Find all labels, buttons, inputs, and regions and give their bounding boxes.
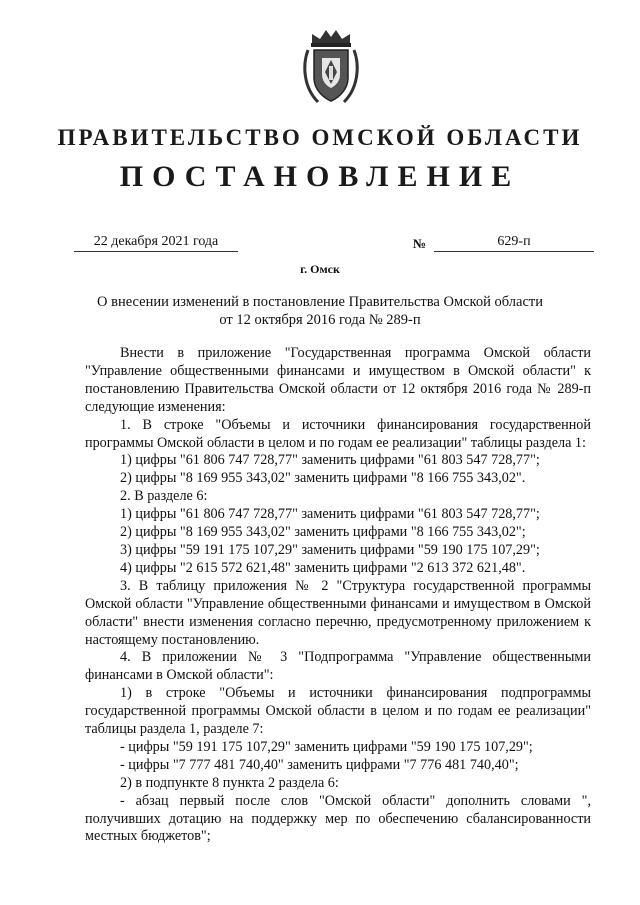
paragraph: 1) цифры "61 806 747 728,77" заменить цифрами "61 803 547 728,77"; <box>120 452 540 469</box>
omsk-coat-of-arms-icon <box>300 26 362 106</box>
paragraph: - цифры "7 777 481 740,40" заменить цифрами "7 776 481 740,40"; <box>120 756 519 773</box>
paragraph: Внести в приложение "Государственная программа Омской области "Управление общественными финансами и имуществом в Омской области" к постановлению Правительства Омской области от 12 октября 2016 года № 289-п следующие изменения: <box>85 345 591 415</box>
paragraph: 1. В строке "Объемы и источники финансирования государственной программы Омской области в целом и по годам ее реализации" таблицы раздела 1: <box>85 416 591 451</box>
document-type: ПОСТАНОВЛЕНИЕ <box>119 160 521 193</box>
paragraph: 3) цифры "59 191 175 107,29" заменить цифрами "59 190 175 107,29"; <box>120 541 540 558</box>
document-date: 22 декабря 2021 года <box>74 234 238 252</box>
paragraph: 3. В таблицу приложения № 2 "Структура государственной программы Омской области "Управление общественными финансами и имуществом в Омской области" внести изменения согласно перечню, предусмотренному приложением к настоящему постановлению. <box>85 577 591 648</box>
paragraph: - абзац первый после слов "Омской области" дополнить словами ", получивших дотацию на поддержку мер по обеспечению сбалансированности местных бюджетов"; <box>85 792 591 845</box>
paragraph: 2) цифры "8 169 955 343,02" заменить цифрами "8 166 755 343,02". <box>120 470 526 487</box>
paragraph: 1) в строке "Объемы и источники финансирования подпрограммы государственной программы Омской области в целом и по годам ее реализации" таблицы раздела 1, разделе 7: <box>85 685 591 738</box>
document-number: 629-п <box>434 234 594 252</box>
document-subject <box>80 293 560 329</box>
city: г. Омск <box>300 262 340 276</box>
subject-line: от 12 октября 2016 года № 289-п <box>219 312 421 328</box>
subject-line: О внесении изменений в постановление Правительства Омской области <box>97 294 543 310</box>
paragraph: 2) в подпункте 8 пункта 2 раздела 6: <box>120 774 339 791</box>
paragraph: 1) цифры "61 806 747 728,77" заменить цифрами "61 803 547 728,77"; <box>120 506 540 523</box>
paragraph: 4. В приложении № 3 "Подпрограмма "Управление общественными финансами в Омской области": <box>85 649 591 684</box>
number-sign: № <box>413 236 427 251</box>
paragraph: 2. В разделе 6: <box>120 488 208 505</box>
paragraph: - цифры "59 191 175 107,29" заменить цифрами "59 190 175 107,29"; <box>120 738 533 755</box>
government-title: ПРАВИТЕЛЬСТВО ОМСКОЙ ОБЛАСТИ <box>57 125 583 150</box>
paragraph: 4) цифры "2 615 572 621,48" заменить цифрами "2 613 372 621,48". <box>120 559 526 576</box>
paragraph: 2) цифры "8 169 955 343,02" заменить цифрами "8 166 755 343,02"; <box>120 524 526 541</box>
document-body <box>85 345 591 846</box>
